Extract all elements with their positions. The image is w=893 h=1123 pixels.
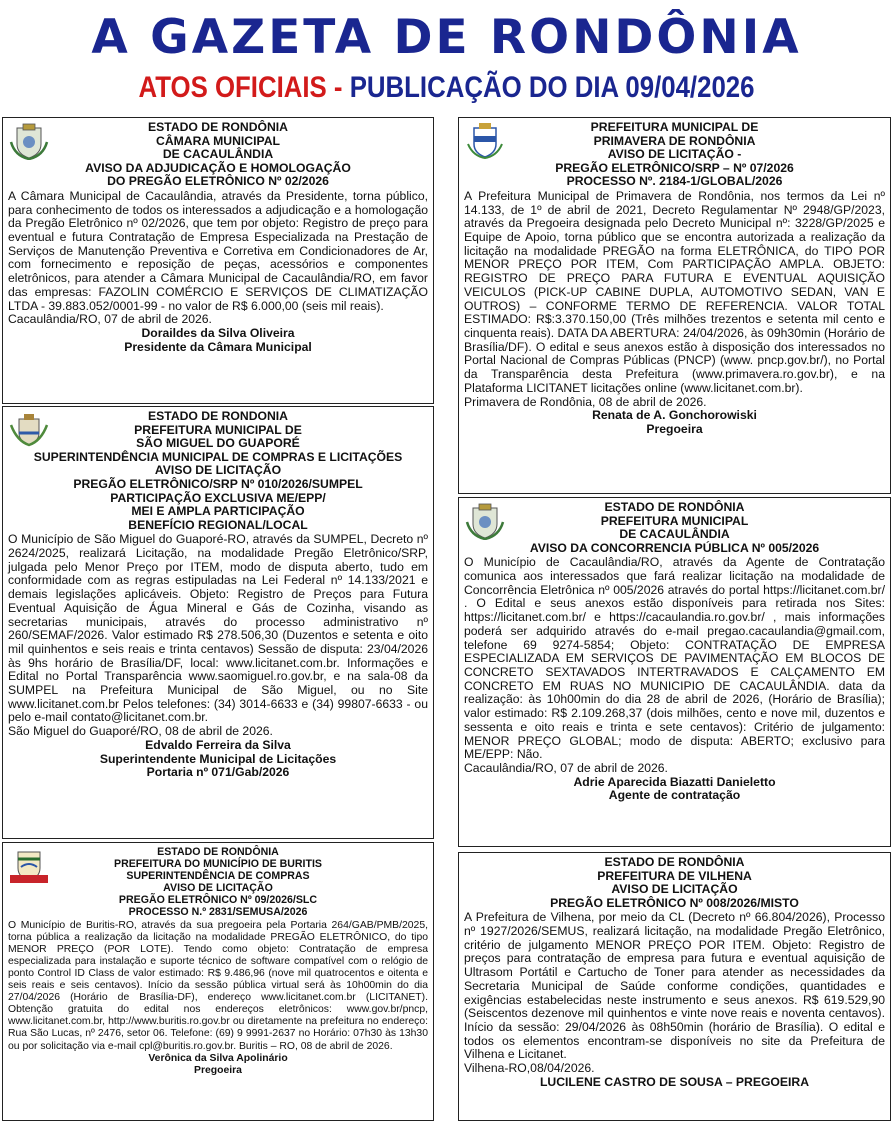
notice-signature: Verônica da Silva Apolinário Pregoeira	[148, 1052, 288, 1076]
notice-header: ESTADO DE RONDÔNIA PREFEITURA MUNICIPAL DE CACAULÂNDIA AVISO DA CONCORRENCIA PÚBLICA Nº 005/2026	[529, 500, 820, 555]
municipal-coat-of-arms-icon	[9, 411, 49, 449]
notice-vilhena	[458, 852, 891, 1121]
notice-sao-miguel	[2, 406, 434, 839]
notice-cacaulandia-camara	[2, 117, 434, 404]
notice-primavera	[458, 117, 891, 494]
notice-signature: LUCILENE CASTRO DE SOUSA – PREGOEIRA	[539, 1074, 810, 1089]
notice-header: PREFEITURA MUNICIPAL DE PRIMAVERA DE RONDÔNIA AVISO DE LICITAÇÃO - PREGÃO ELETRÔNICO/SRP – Nº 07/2026 PROCESSO Nº. 2184-1/GLOBAL/2026	[555, 120, 794, 189]
notice-signature: Edvaldo Ferreira da Silva Superintendente Municipal de Licitações Portaria nº 071/Gab/2026	[99, 737, 337, 780]
notice-date: São Miguel do Guaporé/RO, 08 de abril de 2026.	[8, 724, 273, 739]
notice-header: ESTADO DE RONDÔNIA PREFEITURA DE VILHENA AVISO DE LICITAÇÃO PREGÃO ELETRÔNICO Nº 008/2026/MISTO	[550, 855, 799, 910]
notice-body: A Prefeitura Municipal de Primavera de Rondônia, nos termos da Lei nº 14.133, de 1º de abril de 2021, Decreto Regulamentar Nº 2948/GP/2023, através da Pregoeira designada pelo Decreto Municipal nº: 3228/GP/2025 e Equipe de Apoio, torna público que se encontra autorizada a realização da licitação na modalidade PREGÃO na forma ELETRÔNICA, do TIPO POR MENOR PREÇO POR ITEM, Com PARTICIPAÇÃO AMPLA. OBJETO: REGISTRO DE PREÇO PARA FUTURA E EVENTUAL AQUISIÇÃO VEICULOS (PICK-UP CABINE DUPLA, AUTOMOTIVO SEDAN, VAN E OUTROS) – CONFORME TERMO DE REFERENCIA. VALOR TOTAL ESTIMADO: R$:3.370.150,00 (Três milhões trezentos e setenta mil cento e cinquenta reais). DATA DA ABERTURA: 24/04/2026, às 09h30min (Horário de Brasília/DF). O edital e seus anexos estão à disposição dos interessados no Portal Nacional de Compras Públicas (PNCP) (www. pncp.gov.br/), no Portal da Transparência desta Prefeitura (www.primavera.ro.gov.br), e na Plataforma LICITANET licitações online (www.licitanet.com.br).	[464, 188, 885, 395]
subhead-separator: -	[326, 71, 350, 104]
notice-body: O Município de Buritis-RO, através da sua pregoeira pela Portaria 264/GAB/PMB/2025, torna pública a realização da licitação na modalidade PREGÃO ELETRÔNICO, do tipo MENOR PREÇO (POR LOTE). Tendo como objeto: Contratação de empresa especializada para instalação e suporte técnico de software compatível com o relógio de ponto Control ID Class de valor estimado: R$ 9.486,96 (nove mil quatrocentos e oitenta e seis reais e seis centavos). Início da sessão pública virtual será às 10h00min do dia 27/04/2026 (Horário de Brasília-DF), endereço www.licitanet.com.br (LICITANET). Obtenção gratuita do edital nos endereços eletrônicos: www.gov.br/pncp, www.licitanet.com.br, http://www.buritis.ro.gov.br ou diretamente na prefeitura no endereço: Rua São Lucas, nº 2476, setor 06. Telefone: (69) 9 9991-2637 no Horário: 07h30 às 13h30 ou por solicitação via e-mail cpl@buritis.ro.gov.br. Buritis – RO, 08 de abril de 2026.	[8, 919, 428, 1052]
official-acts-label: ATOS OFICIAIS	[138, 71, 327, 104]
notice-body: O Município de São Miguel do Guaporé-RO, através da SUMPEL, Decreto nº 2624/2025, realizará Licitação, na modalidade Pregão Eletrônico/SRP, julgada pelo Menor Preço por ITEM, modo de disputa aberto, tudo em conformidade com as regras estipuladas na Lei Federal nº 14.133/2021 e demais legislações aplicáveis. Objeto: Registro de Preços para Futura Eventual Aquisição de Água Mineral e Gás de Cozinha, visando as secretarias municipais, através do processo administrativo nº 260/SEMAF/2026. Valor estimado R$ 278.506,30 (Duzentos e setenta e oito mil quinhentos e seis reais e trinta centavos) Sessão de disputa: 23/04/2026 às 9hs horário de Brasília/DF, local: www.licitanet.com.br. Informações e Edital no Portal Transparência www.saomiguel.ro.gov.br, e na sala-08 da SUMPEL na Prefeitura Municipal de São Miguel, ou no Site www.licitanet.com.br Pelos telefones: (34) 3014-6633 e (34) 99807-6633 - ou pelo e-mail contato@licitanet.com.br.	[8, 532, 428, 725]
notice-date: Cacaulândia/RO, 07 de abril de 2026.	[8, 312, 212, 327]
notice-body: A Prefeitura de Vilhena, por meio da CL (Decreto nº 66.804/2026), Processo nº 1927/2026/SEMUS, realizará licitação, na modalidade Pregão Eletrônico, critério de julgamento MENOR PREÇO POR ITEM. Objeto: Registro de preços para contratação de empresa para futura e eventual aquisição de Ultrasom Portátil e Cartucho de Toner para atender as necessidades da Secretaria Municipal de Saúde conforme condições, quantidades e exigências estabelecidas neste instrumento e seus anexos. R$ 619.529,90 (Seiscentos dezenove mil quinhentos e vinte nove reais e noventa centavos). Início da sessão: 29/04/2026 às 08h50min (horário de Brasília). O edital e todos os elementos encontram-se disponíveis no site da Prefeitura de Vilhena e Licitanet.	[464, 910, 885, 1062]
notice-date: Vilhena-RO,08/04/2026.	[464, 1061, 595, 1076]
publication-date-label: PUBLICAÇÃO DO DIA 09/04/2026	[349, 71, 755, 104]
notice-signature: Renata de A. Gonchorowiski Pregoeira	[592, 408, 757, 436]
notice-signature: Adrie Aparecida Biazatti Danieletto Agente de contratação	[573, 774, 776, 803]
notice-body: O Município de Cacaulândia/RO, através da Agente de Contratação comunica aos interessados que fará realizar licitação na modalidade de Concorrência Eletrônica nº 005/2026 através do portal https://licitanet.com.br/ . O Edital e seus anexos estão disponíveis para retirada nos Sites: https://licitanet.com.br/ e https://cacaulandia.ro.gov.br/ , mais informações poderá ser adquirido através do e-mail pregao.cacaulandia@gmail.com, telefone 69 9274-5854; Objeto: CONTRATAÇÃO DE EMPRESA ESPECIALIZADA EM SERVIÇOS DE PAVIMENTAÇÃO EM BLOCOS DE CONCRETO SEXTAVADOS INTERTRAVADOS E CALÇAMENTO EM CONCRETO EM RUAS NO MUNICIPIO DE CACAULÂNDIA. data da realização: às 10h00min do dia 28 de abril de 2026, (Horário de Brasília); valor estimado: R$ 2.109.268,37 (dois milhões, cento e nove mil, duzentos e sessenta e oito reais e trinta e sete centavos): Critério de julgamento: MENOR PREÇO GLOBAL; modo de disputa: ABERTO; exclusivo para ME/EPP: Não.	[464, 555, 885, 762]
notice-header: ESTADO DE RONDONIA PREFEITURA MUNICIPAL DE SÃO MIGUEL DO GUAPORÉ SUPERINTENDÊNCIA MUNICIPAL DE COMPRAS E LICITAÇÕES AVISO DE LICITAÇÃO PREGÃO ELETRÔNICO/SRP Nº 010/2026/SUMPEL PARTICIPAÇÃO EXCLUSIVA ME/EPP/ MEI E AMPLA PARTICIPAÇÃO BENEFÍCIO REGIONAL/LOCAL	[33, 409, 403, 532]
notice-date: Primavera de Rondônia, 08 de abril de 2026.	[464, 394, 707, 409]
notice-header: ESTADO DE RONDÔNIA CÂMARA MUNICIPAL DE CACAULÂNDIA AVISO DA ADJUDICAÇÃO E HOMOLOGAÇÃO DO PREGÃO ELETRÔNICO Nº 02/2026	[85, 120, 351, 189]
municipal-coat-of-arms-icon	[465, 502, 505, 540]
notice-header: ESTADO DE RONDÔNIA PREFEITURA DO MUNICÍPIO DE BURITIS SUPERINTENDÊNCIA DE COMPRAS AVISO DE LICITAÇÃO PREGÃO ELETRÔNICO Nº 09/2026/SLC PROCESSO N.º 2831/SEMUSA/2026	[114, 846, 322, 919]
notice-signature: Doraildes da Silva Oliveira Presidente da Câmara Municipal	[124, 326, 312, 354]
newspaper-masthead: A GAZETA DE RONDÔNIA	[91, 10, 802, 65]
buritis-coat-of-arms-icon	[9, 847, 49, 885]
publication-subhead	[63, 68, 831, 108]
municipal-coat-of-arms-icon	[465, 122, 505, 160]
notice-buritis	[2, 842, 434, 1121]
notice-date: Cacaulândia/RO, 07 de abril de 2026.	[464, 760, 668, 775]
municipal-coat-of-arms-icon	[9, 122, 49, 160]
notice-cacaulandia-prefeitura	[458, 497, 891, 847]
notice-body: A Câmara Municipal de Cacaulândia, através da Presidente, torna público, para conhecimento de todos os interessados a adjudicação e a homologação da Pregão Eletrônico nº 02/2026, que tem por objeto: Registro de preço para eventual e futura Contratação de Empresa Especializada na Prestação de Serviços de Manutenção Preventiva e Corretiva em Condicionadores de Ar, com fornecimento e reposição de peças, acessórios e componentes eletrônicos, para atender a Câmara Municipal de Cacaulândia/RO, em favor das empresas: FAZOLIN COMÉRCIO E SERVIÇOS DE CLIMATIZAÇÃO LTDA - 39.883.052/0001-99 - no valor de R$ 6.000,00 (seis mil reais).	[8, 188, 428, 313]
